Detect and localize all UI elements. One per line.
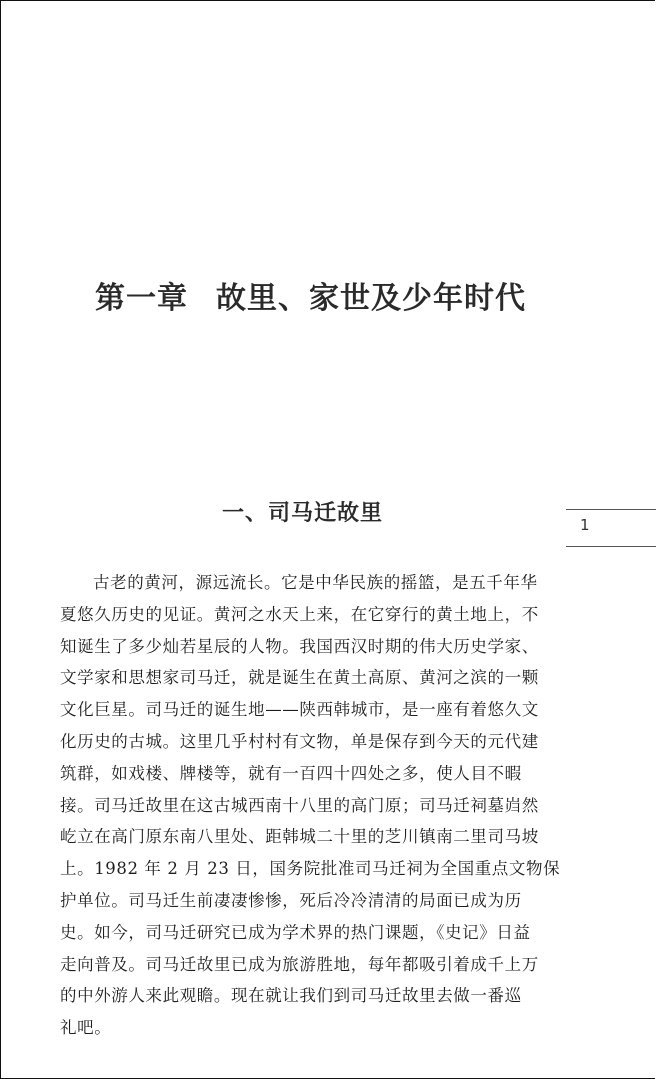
text-line: 夏悠久历史的见证。黄河之水天上来，在它穿行的黄土地上，不 [60, 604, 539, 624]
text-line: 上。1982 年 2 月 23 日，国务院批准司马迁祠为全国重点文物保 [60, 859, 561, 879]
text-line: 走向普及。司马迁故里已成为旅游胜地，每年都吸引着成千上万 [60, 954, 539, 974]
text-line: 化历史的古城。这里几乎村村有文物，单是保存到今天的元代建 [60, 731, 539, 751]
text-line: 筑群，如戏楼、牌楼等，就有一百四十四处之多，使人目不暇 [60, 763, 522, 783]
chapter-heading [95, 273, 575, 317]
section-heading: 一、司马迁故里 [222, 501, 384, 526]
chapter-number: 第一章 [95, 281, 188, 316]
page-number: 1 [580, 516, 590, 534]
body-paragraph [60, 567, 560, 1044]
chapter-title: 故里、家世及少年时代 [216, 281, 526, 316]
text-line: 文学家和思想家司马迁，就是诞生在黄土高原、黄河之滨的一颗 [60, 668, 539, 688]
text-line: 史。如今，司马迁研究已成为学术界的热门课题，《史记》日益 [60, 922, 531, 942]
text-line: 护单位。司马迁生前凄凄惨惨，死后冷冷清清的局面已成为历 [60, 890, 522, 910]
text-line: 文化巨星。司马迁的诞生地——陕西韩城市，是一座有着悠久文 [60, 700, 539, 720]
text-line: 接。司马迁故里在这古城西南十八里的高门原；司马迁祠墓岿然 [60, 795, 539, 815]
text-line: 的中外游人来此观瞻。现在就让我们到司马迁故里去做一番巡 [60, 986, 522, 1006]
text-line: 屹立在高门原东南八里处、距韩城二十里的芝川镇南二里司马坡 [60, 827, 539, 847]
text-line: 古老的黄河，源远流长。它是中华民族的摇篮，是五千年华 [93, 573, 538, 592]
text-line: 知诞生了多少灿若星辰的人物。我国西汉时期的伟大历史学家、 [60, 636, 539, 656]
text-line: 礼吧。 [60, 1018, 112, 1038]
